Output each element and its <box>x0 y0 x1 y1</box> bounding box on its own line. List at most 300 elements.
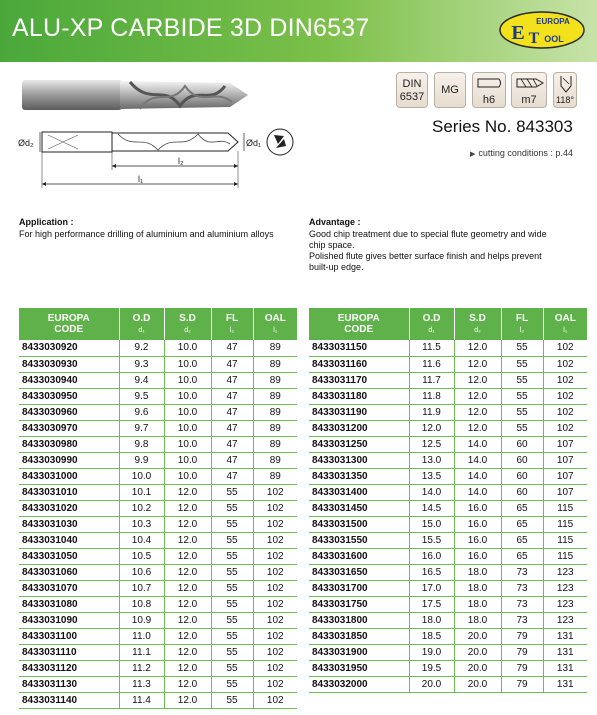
cutting-conditions-ref <box>470 148 573 158</box>
cell-fl: 47 <box>211 468 253 484</box>
cell-od: 11.9 <box>409 404 454 420</box>
table-row <box>19 404 297 420</box>
table-row <box>309 532 587 548</box>
cell-code: 8433030990 <box>19 452 119 468</box>
angle-spec-box <box>553 72 577 108</box>
cell-fl: 55 <box>211 676 253 692</box>
cell-sd: 12.0 <box>164 628 211 644</box>
cell-oal: 102 <box>543 372 587 388</box>
cell-oal: 102 <box>253 676 297 692</box>
cell-oal: 89 <box>253 340 297 356</box>
cell-oal: 102 <box>253 516 297 532</box>
cell-sd: 10.0 <box>164 420 211 436</box>
cell-fl: 55 <box>211 484 253 500</box>
cell-oal: 89 <box>253 468 297 484</box>
cell-od: 15.0 <box>409 516 454 532</box>
cell-fl: 55 <box>501 404 543 420</box>
cell-fl: 55 <box>501 340 543 356</box>
cell-fl: 55 <box>211 500 253 516</box>
cell-sd: 12.0 <box>164 676 211 692</box>
cell-sd: 12.0 <box>164 596 211 612</box>
table-header-row <box>309 308 587 340</box>
table-row <box>309 548 587 564</box>
cell-sd: 10.0 <box>164 468 211 484</box>
col-header-od: O.D d₁ <box>119 308 164 340</box>
cell-oal: 102 <box>253 484 297 500</box>
cell-sd: 18.0 <box>454 612 501 628</box>
col-header-code: EUROPA CODE <box>19 308 119 340</box>
table-row <box>19 356 297 372</box>
cell-od: 12.0 <box>409 420 454 436</box>
shank-spec-box <box>472 72 506 108</box>
cell-code: 8433031650 <box>309 564 409 580</box>
col-header-od: O.D d₁ <box>409 308 454 340</box>
cell-sd: 12.0 <box>164 564 211 580</box>
overall-length-label: l₁ <box>138 174 144 184</box>
cell-od: 9.8 <box>119 436 164 452</box>
tip-diameter-label: Ød₁ <box>246 138 262 148</box>
cell-code: 8433030940 <box>19 372 119 388</box>
cell-sd: 16.0 <box>454 532 501 548</box>
table-row <box>309 500 587 516</box>
cell-oal: 89 <box>253 452 297 468</box>
advantage-line-1: Good chip treatment due to special flute geometry and wide <box>309 229 547 239</box>
cell-fl: 73 <box>501 596 543 612</box>
cell-code: 8433031090 <box>19 612 119 628</box>
table-row <box>19 500 297 516</box>
logo-text-top: EUROPA <box>536 17 570 26</box>
cell-fl: 73 <box>501 580 543 596</box>
cell-sd: 10.0 <box>164 436 211 452</box>
cell-od: 10.1 <box>119 484 164 500</box>
cell-oal: 89 <box>253 372 297 388</box>
cell-od: 19.5 <box>409 660 454 676</box>
cell-oal: 102 <box>543 420 587 436</box>
cell-code: 8433031300 <box>309 452 409 468</box>
cell-fl: 79 <box>501 676 543 692</box>
table-row <box>19 372 297 388</box>
cell-code: 8433030960 <box>19 404 119 420</box>
cell-od: 18.0 <box>409 612 454 628</box>
cell-code: 8433031700 <box>309 580 409 596</box>
cell-oal: 107 <box>543 452 587 468</box>
cell-od: 18.5 <box>409 628 454 644</box>
cell-oal: 102 <box>253 564 297 580</box>
cell-fl: 47 <box>211 452 253 468</box>
cell-code: 8433031450 <box>309 500 409 516</box>
cell-od: 16.5 <box>409 564 454 580</box>
table-row <box>309 580 587 596</box>
cell-sd: 14.0 <box>454 484 501 500</box>
cell-code: 8433031180 <box>309 388 409 404</box>
table-row <box>309 612 587 628</box>
table-row <box>19 692 297 708</box>
cell-code: 8433031030 <box>19 516 119 532</box>
cell-oal: 107 <box>543 468 587 484</box>
table-row <box>19 532 297 548</box>
cell-code: 8433031400 <box>309 484 409 500</box>
cell-sd: 12.0 <box>164 532 211 548</box>
cell-sd: 16.0 <box>454 516 501 532</box>
cell-sd: 12.0 <box>164 612 211 628</box>
product-table-right <box>309 308 587 693</box>
shank-icon <box>477 77 503 89</box>
cell-code: 8433031110 <box>19 644 119 660</box>
cell-code: 8433031010 <box>19 484 119 500</box>
cell-sd: 14.0 <box>454 452 501 468</box>
table-row <box>19 420 297 436</box>
cell-code: 8433031040 <box>19 532 119 548</box>
cell-fl: 55 <box>501 388 543 404</box>
cell-od: 9.7 <box>119 420 164 436</box>
cell-od: 10.0 <box>119 468 164 484</box>
cell-fl: 47 <box>211 436 253 452</box>
cell-oal: 115 <box>543 532 587 548</box>
cell-code: 8433031900 <box>309 644 409 660</box>
cell-fl: 65 <box>501 548 543 564</box>
cell-oal: 131 <box>543 628 587 644</box>
cell-sd: 12.0 <box>164 644 211 660</box>
cell-oal: 102 <box>253 596 297 612</box>
table-row <box>309 356 587 372</box>
cell-od: 11.7 <box>409 372 454 388</box>
cell-oal: 115 <box>543 548 587 564</box>
cell-fl: 55 <box>501 356 543 372</box>
cell-code: 8433030920 <box>19 340 119 356</box>
cell-fl: 55 <box>211 692 253 708</box>
cell-oal: 115 <box>543 500 587 516</box>
cell-od: 10.9 <box>119 612 164 628</box>
cell-od: 11.1 <box>119 644 164 660</box>
page-title: ALU-XP CARBIDE 3D DIN6537 <box>12 14 370 42</box>
cell-od: 13.0 <box>409 452 454 468</box>
cell-fl: 73 <box>501 564 543 580</box>
cell-od: 12.5 <box>409 436 454 452</box>
table-row <box>19 436 297 452</box>
cell-od: 13.5 <box>409 468 454 484</box>
table-row <box>19 468 297 484</box>
cell-sd: 12.0 <box>164 660 211 676</box>
cell-code: 8433031250 <box>309 436 409 452</box>
cell-fl: 55 <box>211 644 253 660</box>
col-header-fl: FL l₂ <box>211 308 253 340</box>
point-angle-value: 118° <box>556 95 574 105</box>
col-header-code: EUROPA CODE <box>309 308 409 340</box>
cell-od: 9.3 <box>119 356 164 372</box>
cell-code: 8433031070 <box>19 580 119 596</box>
cell-fl: 60 <box>501 484 543 500</box>
cell-sd: 14.0 <box>454 468 501 484</box>
shank-diameter-label: Ød₂ <box>18 138 34 148</box>
cell-od: 17.5 <box>409 596 454 612</box>
cell-fl: 47 <box>211 420 253 436</box>
table-row <box>309 676 587 692</box>
cell-fl: 47 <box>211 372 253 388</box>
cutting-conditions-text: cutting conditions : p.44 <box>478 148 573 158</box>
cell-sd: 10.0 <box>164 388 211 404</box>
europa-tool-logo <box>498 10 586 50</box>
table-row <box>19 644 297 660</box>
cell-sd: 12.0 <box>454 388 501 404</box>
cell-sd: 12.0 <box>454 420 501 436</box>
cell-oal: 123 <box>543 612 587 628</box>
cell-sd: 10.0 <box>164 372 211 388</box>
cell-oal: 102 <box>543 340 587 356</box>
cell-od: 11.8 <box>409 388 454 404</box>
flute-length-label: l₂ <box>178 156 184 166</box>
cell-od: 10.2 <box>119 500 164 516</box>
col-header-oal: OAL l₁ <box>543 308 587 340</box>
cell-od: 10.7 <box>119 580 164 596</box>
table-row <box>309 596 587 612</box>
cell-code: 8433031160 <box>309 356 409 372</box>
header-banner <box>0 0 597 62</box>
cell-code: 8433030970 <box>19 420 119 436</box>
cell-od: 9.6 <box>119 404 164 420</box>
cell-code: 8433032000 <box>309 676 409 692</box>
cell-fl: 55 <box>211 564 253 580</box>
cell-od: 10.3 <box>119 516 164 532</box>
cell-oal: 89 <box>253 436 297 452</box>
cell-fl: 55 <box>211 628 253 644</box>
cell-od: 10.4 <box>119 532 164 548</box>
cell-sd: 20.0 <box>454 660 501 676</box>
cell-oal: 102 <box>253 612 297 628</box>
logo-text-bottom: OOL <box>544 34 564 44</box>
cell-oal: 102 <box>253 692 297 708</box>
cell-sd: 12.0 <box>454 404 501 420</box>
cell-sd: 10.0 <box>164 452 211 468</box>
cell-fl: 55 <box>211 596 253 612</box>
cell-od: 10.5 <box>119 548 164 564</box>
col-header-sd: S.D d₂ <box>454 308 501 340</box>
table-row <box>309 452 587 468</box>
cell-fl: 60 <box>501 468 543 484</box>
point-angle-icon <box>558 75 574 93</box>
table-row <box>19 548 297 564</box>
table-row <box>19 484 297 500</box>
advantage-line-3: Polished flute gives better surface finish and helps prevent <box>309 251 542 261</box>
cell-fl: 55 <box>211 660 253 676</box>
cell-od: 9.5 <box>119 388 164 404</box>
cell-oal: 102 <box>543 388 587 404</box>
cell-sd: 12.0 <box>164 692 211 708</box>
table-row <box>309 516 587 532</box>
cell-od: 11.3 <box>119 676 164 692</box>
cell-oal: 131 <box>543 644 587 660</box>
product-table-left <box>19 308 297 709</box>
cell-od: 19.0 <box>409 644 454 660</box>
cell-sd: 14.0 <box>454 436 501 452</box>
cell-od: 10.8 <box>119 596 164 612</box>
cell-code: 8433031140 <box>19 692 119 708</box>
table-row <box>19 628 297 644</box>
tolerance-spec-box <box>511 72 547 108</box>
cell-od: 9.4 <box>119 372 164 388</box>
table-row <box>19 340 297 356</box>
cell-oal: 107 <box>543 484 587 500</box>
cell-oal: 107 <box>543 436 587 452</box>
cell-code: 8433031500 <box>309 516 409 532</box>
table-row <box>19 660 297 676</box>
cell-oal: 102 <box>543 404 587 420</box>
mg-spec-box <box>434 72 466 108</box>
table-row <box>309 388 587 404</box>
cell-code: 8433031100 <box>19 628 119 644</box>
cell-od: 11.4 <box>119 692 164 708</box>
logo-letter-e: E <box>511 22 525 44</box>
col-header-sd: S.D d₂ <box>164 308 211 340</box>
advantage-title: Advantage : <box>309 217 361 227</box>
cell-fl: 47 <box>211 404 253 420</box>
tolerance-value: m7 <box>521 94 537 106</box>
shank-tolerance: h6 <box>482 94 496 106</box>
table-row <box>309 372 587 388</box>
cell-oal: 123 <box>543 580 587 596</box>
din-label: DIN <box>402 78 422 90</box>
table-row <box>309 564 587 580</box>
series-number: Series No. 843303 <box>432 117 573 136</box>
cell-code: 8433031080 <box>19 596 119 612</box>
cell-fl: 47 <box>211 340 253 356</box>
cell-oal: 102 <box>253 548 297 564</box>
cell-oal: 89 <box>253 356 297 372</box>
cell-code: 8433030980 <box>19 436 119 452</box>
cell-code: 8433031200 <box>309 420 409 436</box>
cell-code: 8433031020 <box>19 500 119 516</box>
cell-fl: 55 <box>211 548 253 564</box>
cell-fl: 60 <box>501 452 543 468</box>
cell-code: 8433031060 <box>19 564 119 580</box>
col-header-fl: FL l₂ <box>501 308 543 340</box>
din-spec-box <box>396 72 428 108</box>
cell-sd: 20.0 <box>454 644 501 660</box>
mg-label: MG <box>441 84 459 96</box>
cell-oal: 89 <box>253 404 297 420</box>
table-row <box>309 484 587 500</box>
cell-sd: 18.0 <box>454 580 501 596</box>
cell-sd: 16.0 <box>454 500 501 516</box>
cell-code: 8433031130 <box>19 676 119 692</box>
table-row <box>19 580 297 596</box>
cell-fl: 55 <box>211 516 253 532</box>
table-row <box>309 404 587 420</box>
din-number: 6537 <box>399 91 425 103</box>
cell-sd: 16.0 <box>454 548 501 564</box>
cell-code: 8433031800 <box>309 612 409 628</box>
cell-od: 15.5 <box>409 532 454 548</box>
cell-od: 11.6 <box>409 356 454 372</box>
cell-od: 14.0 <box>409 484 454 500</box>
cell-sd: 18.0 <box>454 596 501 612</box>
cell-od: 11.2 <box>119 660 164 676</box>
cell-sd: 12.0 <box>164 548 211 564</box>
cell-oal: 115 <box>543 516 587 532</box>
application-title: Application : <box>19 217 74 227</box>
cell-sd: 12.0 <box>454 372 501 388</box>
triangle-bullet-icon: ▶ <box>470 151 476 158</box>
table-row <box>19 596 297 612</box>
cell-code: 8433031190 <box>309 404 409 420</box>
cell-fl: 55 <box>501 372 543 388</box>
table-row <box>309 340 587 356</box>
cell-od: 14.5 <box>409 500 454 516</box>
cell-od: 17.0 <box>409 580 454 596</box>
cell-fl: 65 <box>501 516 543 532</box>
table-row <box>19 388 297 404</box>
cell-sd: 10.0 <box>164 356 211 372</box>
cell-oal: 102 <box>253 628 297 644</box>
table-header-row <box>19 308 297 340</box>
cell-fl: 79 <box>501 644 543 660</box>
cell-sd: 10.0 <box>164 340 211 356</box>
table-row <box>309 660 587 676</box>
cell-sd: 10.0 <box>164 404 211 420</box>
cell-code: 8433030930 <box>19 356 119 372</box>
advantage-line-2: chip space. <box>309 240 355 250</box>
table-row <box>19 564 297 580</box>
table-row <box>19 612 297 628</box>
technical-drawing <box>18 126 308 198</box>
cell-fl: 65 <box>501 500 543 516</box>
table-row <box>19 676 297 692</box>
table-row <box>309 436 587 452</box>
table-row <box>309 644 587 660</box>
cell-oal: 102 <box>253 644 297 660</box>
cell-code: 8433031950 <box>309 660 409 676</box>
cell-sd: 12.0 <box>164 516 211 532</box>
cell-oal: 123 <box>543 564 587 580</box>
cell-fl: 60 <box>501 436 543 452</box>
cell-code: 8433031170 <box>309 372 409 388</box>
cell-code: 8433031350 <box>309 468 409 484</box>
cell-sd: 12.0 <box>164 500 211 516</box>
table-row <box>19 516 297 532</box>
cell-oal: 102 <box>253 500 297 516</box>
table-row <box>309 468 587 484</box>
cell-fl: 55 <box>211 532 253 548</box>
cell-sd: 12.0 <box>454 356 501 372</box>
cell-oal: 123 <box>543 596 587 612</box>
col-header-oal: OAL l₁ <box>253 308 297 340</box>
cell-sd: 18.0 <box>454 564 501 580</box>
table-row <box>309 628 587 644</box>
advantage-line-4: built-up edge. <box>309 262 364 272</box>
cell-fl: 79 <box>501 660 543 676</box>
table-row <box>309 420 587 436</box>
cell-code: 8433031550 <box>309 532 409 548</box>
cell-fl: 47 <box>211 388 253 404</box>
cell-oal: 131 <box>543 660 587 676</box>
drill-tolerance-icon <box>516 76 544 90</box>
cell-sd: 12.0 <box>164 580 211 596</box>
cell-code: 8433031850 <box>309 628 409 644</box>
cell-od: 16.0 <box>409 548 454 564</box>
table-row <box>19 452 297 468</box>
cell-od: 20.0 <box>409 676 454 692</box>
logo-letter-t: T <box>528 30 540 47</box>
cell-sd: 20.0 <box>454 676 501 692</box>
cell-oal: 131 <box>543 676 587 692</box>
cell-code: 8433031600 <box>309 548 409 564</box>
cell-fl: 47 <box>211 356 253 372</box>
cell-code: 8433031050 <box>19 548 119 564</box>
cell-oal: 89 <box>253 420 297 436</box>
cell-od: 11.5 <box>409 340 454 356</box>
cell-fl: 73 <box>501 612 543 628</box>
cell-sd: 12.0 <box>454 340 501 356</box>
cell-code: 8433031150 <box>309 340 409 356</box>
